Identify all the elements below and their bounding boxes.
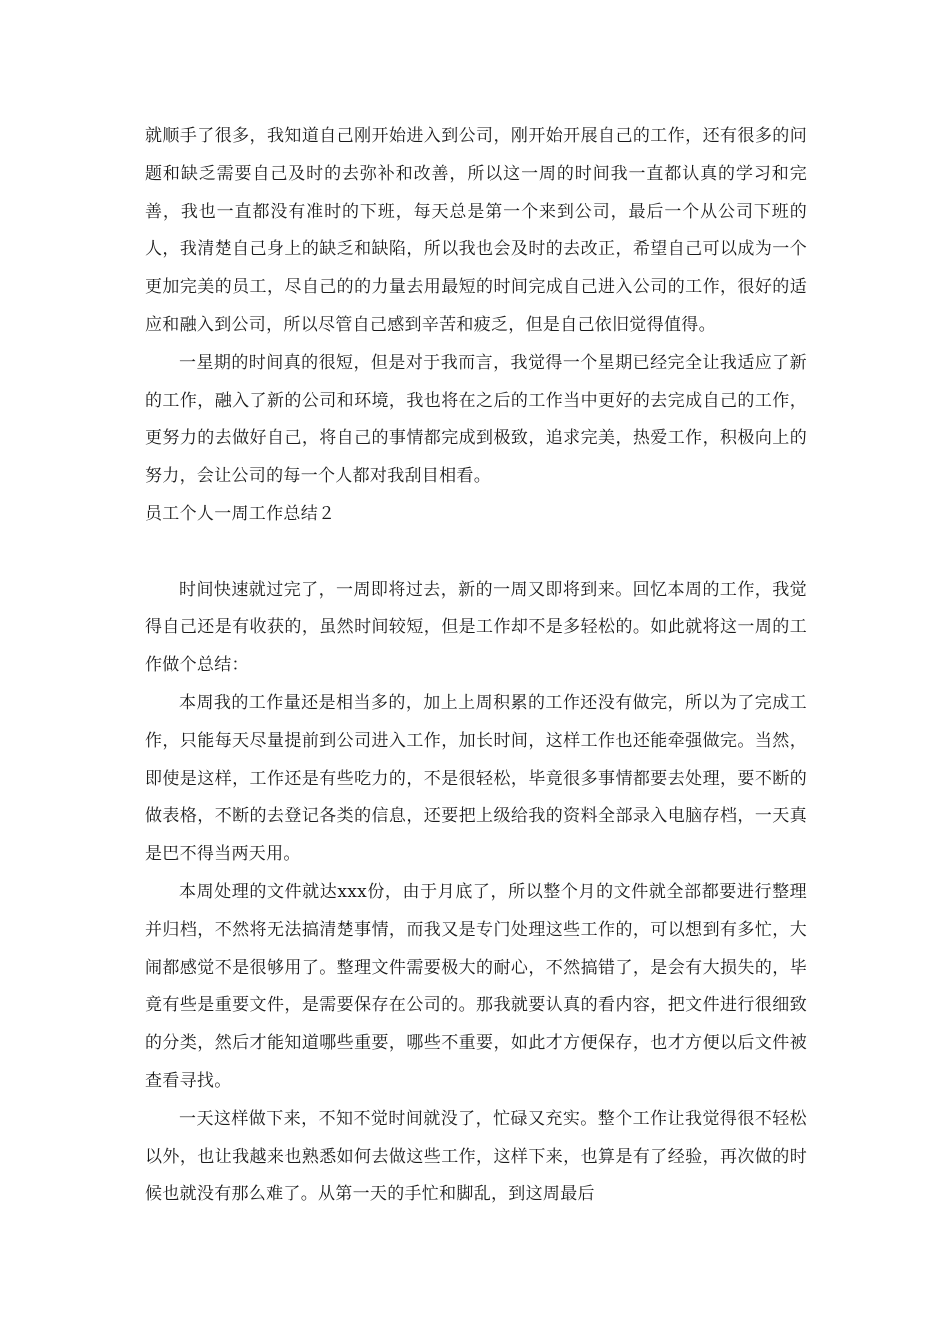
paragraph: 一星期的时间真的很短，但是对于我而言，我觉得一个星期已经完全让我适应了新的工作，融入了新的公司和环境，我也将在之后的工作当中更好的去完成自己的工作，更努力的去做好自己，将自己的事情都完成到极致，追求完美，热爱工作，积极向上的努力，会让公司的每一个人都对我刮目相看。 xyxy=(145,352,807,487)
blank-line xyxy=(145,534,807,572)
document-body xyxy=(145,118,807,1214)
paragraph: 本周处理的文件就达xxx份，由于月底了，所以整个月的文件就全部都要进行整理并归档，不然将无法搞清楚事情，而我又是专门处理这些工作的，可以想到有多忙，大闹都感觉不是很够用了。整理文件需要极大的耐心，不然搞错了，是会有大损失的，毕竟有些是重要文件，是需要保存在公司的。那我就要认真的看内容，把文件进行很细致的分类，然后才能知道哪些重要，哪些不重要，如此才方便保存，也才方便以后文件被查看寻找。 xyxy=(145,881,807,1091)
paragraph: 本周我的工作量还是相当多的，加上上周积累的工作还没有做完，所以为了完成工作，只能每天尽量提前到公司进入工作，加长时间，这样工作也还能牵强做完。当然，即使是这样，工作还是有些吃力的，不是很轻松，毕竟很多事情都要去处理，要不断的做表格，不断的去登记各类的信息，还要把上级给我的资料全部录入电脑存档，一天真是巴不得当两天用。 xyxy=(145,692,807,865)
paragraph: 时间快速就过完了，一周即将过去，新的一周又即将到来。回忆本周的工作，我觉得自己还是有收获的，虽然时间较短，但是工作却不是多轻松的。如此就将这一周的工作做个总结： xyxy=(145,579,807,676)
paragraph: 一天这样做下来，不知不觉时间就没了，忙碌又充实。整个工作让我觉得很不轻松以外，也让我越来也熟悉如何去做这些工作，这样下来，也算是有了经验，再次做的时候也就没有那么难了。从第一天的手忙和脚乱，到这周最后 xyxy=(145,1108,807,1205)
paragraph-continued: 就顺手了很多，我知道自己刚开始进入到公司，刚开始开展自己的工作，还有很多的问题和缺乏需要自己及时的去弥补和改善，所以这一周的时间我一直都认真的学习和完善，我也一直都没有准时的下班，每天总是第一个来到公司，最后一个从公司下班的人，我清楚自己身上的缺乏和缺陷，所以我也会及时的去改正，希望自己可以成为一个更加完美的员工，尽自己的的力量去用最短的时间完成自己进入公司的工作，很好的适应和融入到公司，所以尽管自己感到辛苦和疲乏，但是自己依旧觉得值得。 xyxy=(145,126,807,335)
section-title: 员工个人一周工作总结２ xyxy=(145,503,336,524)
